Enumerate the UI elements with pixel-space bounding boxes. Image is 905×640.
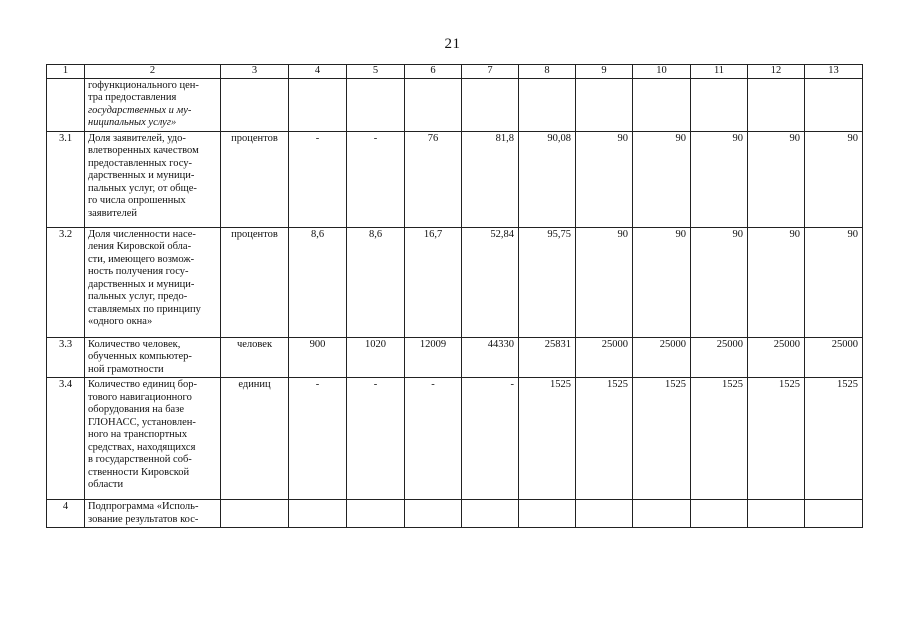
value-cell: 25000 (633, 337, 691, 378)
indicator-name-line: пальных услуг, предо- (88, 291, 188, 302)
table-row (47, 227, 863, 337)
value-cell: 1525 (576, 378, 633, 500)
value-cell: - (405, 378, 462, 500)
indicator-name (85, 227, 221, 337)
value-cell: 1525 (748, 378, 805, 500)
unit-cell (221, 500, 289, 528)
unit-cell (221, 78, 289, 131)
indicator-name-line: го числа опрошенных (88, 195, 186, 206)
column-number: 4 (289, 65, 347, 79)
page-number: 21 (444, 36, 461, 52)
indicator-name (85, 337, 221, 378)
value-cell: 1525 (805, 378, 863, 500)
column-number: 10 (633, 65, 691, 79)
indicator-name-line: Доля численности насе- (88, 228, 196, 240)
value-cell (289, 500, 347, 528)
value-cell (405, 78, 462, 131)
value-cell (462, 500, 519, 528)
column-number: 13 (805, 65, 863, 79)
row-number: 3.1 (47, 131, 85, 227)
indicator-name (85, 378, 221, 500)
value-cell: 25000 (576, 337, 633, 378)
unit-cell: процентов (221, 227, 289, 337)
indicator-name-line: сти, имеющего возмож- (88, 253, 195, 265)
value-cell: 1525 (691, 378, 748, 500)
value-cell (748, 500, 805, 528)
indicator-name-line: пальных услуг, от обще- (88, 182, 197, 194)
indicator-name-line: дарственных и муници- (88, 170, 195, 181)
value-cell: 90 (748, 227, 805, 337)
value-cell: - (347, 378, 405, 500)
value-cell: 1525 (519, 378, 576, 500)
value-cell (519, 500, 576, 528)
table-row (47, 78, 863, 131)
indicator-name-line: ставляемых по принципу (88, 303, 201, 315)
indicator-name-line: области (88, 479, 124, 490)
indicator-name-line: Количество единиц бор- (88, 379, 197, 390)
indicator-name-line: средствах, находящихся (88, 441, 196, 453)
column-number: 1 (47, 65, 85, 79)
table-row (47, 500, 863, 528)
value-cell: 16,7 (405, 227, 462, 337)
value-cell: 25000 (805, 337, 863, 378)
value-cell (805, 78, 863, 131)
value-cell (691, 500, 748, 528)
row-number: 3.3 (47, 337, 85, 378)
indicator-name-line: ность получения госу- (88, 266, 189, 277)
value-cell (347, 500, 405, 528)
value-cell (805, 500, 863, 528)
value-cell (633, 78, 691, 131)
indicator-name-line: ления Кировской обла- (88, 241, 192, 252)
indicator-name-line: тра предоставления (88, 92, 177, 103)
value-cell: - (289, 378, 347, 500)
column-number: 7 (462, 65, 519, 79)
unit-cell: человек (221, 337, 289, 378)
value-cell: 90 (576, 227, 633, 337)
value-cell: 8,6 (347, 227, 405, 337)
value-cell: 90 (576, 131, 633, 227)
indicator-name (85, 500, 221, 528)
value-cell: - (462, 378, 519, 500)
indicator-name-line: зование результатов кос- (88, 513, 199, 525)
indicator-name (85, 131, 221, 227)
value-cell: 95,75 (519, 227, 576, 337)
value-cell (347, 78, 405, 131)
value-cell (519, 78, 576, 131)
value-cell: 8,6 (289, 227, 347, 337)
indicator-name-line: ГЛОНАСС, установлен- (88, 416, 196, 428)
value-cell (289, 78, 347, 131)
value-cell (576, 500, 633, 528)
column-number: 2 (85, 65, 221, 79)
indicator-name-line: предоставленных госу- (88, 157, 192, 169)
value-cell (462, 78, 519, 131)
column-number: 6 (405, 65, 462, 79)
value-cell: 90,08 (519, 131, 576, 227)
value-cell: - (289, 131, 347, 227)
row-number: 3.4 (47, 378, 85, 500)
indicator-name-line: Доля заявителей, удо- (88, 132, 186, 144)
column-number-row (47, 65, 863, 79)
column-number: 8 (519, 65, 576, 79)
value-cell: 76 (405, 131, 462, 227)
value-cell: 81,8 (462, 131, 519, 227)
indicator-name-line: в государственной соб- (88, 454, 192, 465)
indicator-name-line: Количество человек, (88, 338, 181, 350)
value-cell: 90 (633, 227, 691, 337)
value-cell: 44330 (462, 337, 519, 378)
value-cell: 1020 (347, 337, 405, 378)
indicator-name-line: «одного окна» (88, 316, 153, 327)
column-number: 11 (691, 65, 748, 79)
row-number (47, 78, 85, 131)
table-row (47, 378, 863, 500)
column-number: 9 (576, 65, 633, 79)
unit-cell: единиц (221, 378, 289, 500)
table-row (47, 337, 863, 378)
column-number: 12 (748, 65, 805, 79)
value-cell: 25000 (748, 337, 805, 378)
value-cell: 12009 (405, 337, 462, 378)
value-cell (405, 500, 462, 528)
value-cell (633, 500, 691, 528)
value-cell: 1525 (633, 378, 691, 500)
indicator-name-line: ственности Кировской (88, 466, 190, 478)
indicator-table (46, 64, 863, 528)
value-cell: 90 (633, 131, 691, 227)
value-cell: 90 (805, 131, 863, 227)
table-row (47, 131, 863, 227)
value-cell: 90 (805, 227, 863, 337)
indicator-name-line: ного на транспортных (88, 429, 188, 440)
indicator-name-line: тового навигационного (88, 391, 192, 403)
indicator-name-line: обученных компьютер- (88, 351, 192, 362)
row-number: 4 (47, 500, 85, 528)
row-number: 3.2 (47, 227, 85, 337)
value-cell: 90 (691, 227, 748, 337)
indicator-name-line: Подпрограмма «Исполь- (88, 501, 199, 512)
unit-cell: процентов (221, 131, 289, 227)
value-cell: 25000 (691, 337, 748, 378)
indicator-name-line: дарственных и муници- (88, 278, 195, 290)
value-cell (576, 78, 633, 131)
value-cell: - (347, 131, 405, 227)
column-number: 3 (221, 65, 289, 79)
column-number: 5 (347, 65, 405, 79)
indicator-name-line: гофункционального цен- (88, 79, 199, 91)
indicator-name-line: оборудования на базе (88, 404, 185, 415)
value-cell: 900 (289, 337, 347, 378)
indicator-name-line: ниципальных услуг» (88, 117, 177, 128)
indicator-name-line: ной грамотности (88, 363, 164, 375)
indicator-name (85, 78, 221, 131)
value-cell (691, 78, 748, 131)
value-cell: 25831 (519, 337, 576, 378)
value-cell: 90 (691, 131, 748, 227)
indicator-name-line: заявителей (88, 207, 137, 219)
value-cell (748, 78, 805, 131)
indicator-name-line: государственных и му- (88, 104, 192, 116)
value-cell: 90 (748, 131, 805, 227)
value-cell: 52,84 (462, 227, 519, 337)
indicator-name-line: влетворенных качеством (88, 145, 199, 156)
